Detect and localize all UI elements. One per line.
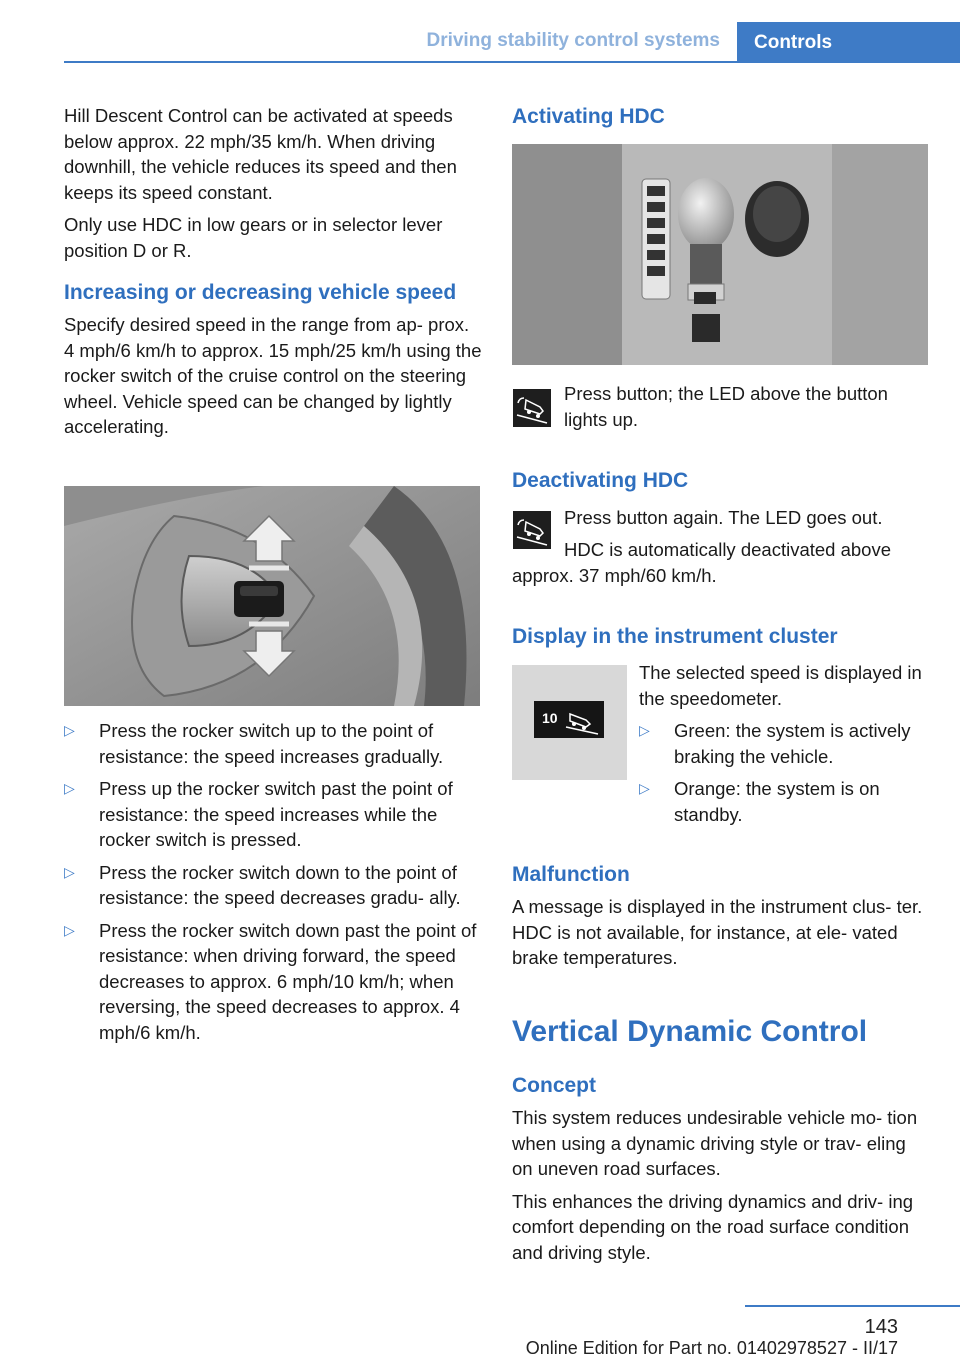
list-item: ▷ Press up the rocker switch past the point of resistance: the speed increases while the rocker switch is pressed. — [64, 778, 453, 850]
center-console-photo — [512, 144, 928, 365]
intro-paragraph: Hill Descent Control can be activated at speeds below approx. 22 mph/35 km/h. When driving downhill, the vehicle reduces its speed and then keeps its speed constant. — [64, 105, 457, 203]
running-header-tab: Controls — [737, 22, 960, 63]
cluster-indicator-panel — [534, 701, 604, 738]
footer-rule — [745, 1305, 960, 1307]
concept-paragraph-1: This system reduces undesirable vehicle mo‐ tion when using a dynamic driving style or trav‐ eling on uneven road surfaces. — [512, 1107, 918, 1179]
list-item: ▷ Press the rocker switch up to the point of resistance: the speed increases gradually. — [64, 720, 444, 767]
bullet-triangle-icon: ▷ — [639, 780, 650, 796]
left-bullet-list — [64, 718, 482, 1052]
page-number: 143 — [864, 1316, 898, 1338]
deactivate-instruction: Press button again. The LED goes out. — [564, 507, 883, 528]
bullet-triangle-icon: ▷ — [639, 722, 650, 738]
display-paragraph: The selected speed is displayed in the speedometer. — [639, 662, 922, 709]
list-item: ▷ Press the rocker switch down to the point of resistance: the speed decreases gradu‐ ally. — [64, 861, 461, 908]
activate-instruction: Press button; the LED above the button lights up. — [564, 383, 888, 430]
list-item: ▷ Green: the system is actively braking the vehicle. — [639, 720, 911, 767]
hdc-button-icon — [513, 389, 551, 427]
bullet-triangle-icon: ▷ — [64, 921, 75, 938]
console-illustration — [512, 144, 928, 365]
usage-paragraph: Only use HDC in low gears or in selector lever position D or R. — [64, 214, 443, 261]
heading-deactivating-hdc: Deactivating HDC — [512, 469, 689, 492]
hill-descent-icon — [513, 389, 551, 427]
rocker-switch-illustration — [64, 486, 480, 706]
heading-vertical-dynamic-control: Vertical Dynamic Control — [512, 1015, 868, 1048]
display-column — [639, 660, 929, 834]
header-rule — [64, 61, 960, 63]
bullet-triangle-icon: ▷ — [64, 863, 75, 880]
speed-number: 10 — [542, 710, 558, 726]
steering-wheel-photo — [64, 486, 480, 706]
list-item: ▷ Orange: the system is on standby. — [639, 778, 880, 825]
deactivate-auto-text: HDC is automatically deactivated above approx. 37 mph/60 km/h. — [512, 539, 891, 586]
list-item: ▷ Press the rocker switch down past the point of resistance: when driving forward, the speed decreases to approx. 6 mph/10 km/h; when reversing, the speed decreases to approx. 4 mph/6 km/h. — [64, 919, 477, 1043]
bullet-triangle-icon: ▷ — [64, 722, 75, 738]
footer-edition: Online Edition for Part no. 01402978527 - II/17 — [525, 1338, 898, 1358]
bullet-triangle-icon: ▷ — [64, 780, 75, 796]
malfunction-paragraph: A message is displayed in the instrument clus‐ ter. HDC is not available, for instance, at ele‐ vated brake temperatures. — [512, 896, 923, 968]
heading-speed: Increasing or decreasing vehicle speed — [64, 281, 457, 304]
hill-descent-icon — [564, 705, 602, 735]
concept-paragraph-2: This enhances the driving dynamics and driv‐ ing comfort depending on the road surface condition and driving style. — [512, 1190, 914, 1263]
cluster-display-image — [512, 665, 627, 780]
speed-paragraph: Specify desired speed in the range from ap‐ prox. 4 mph/6 km/h to approx. 15 mph/25 km/h using the rocker switch of the cruise control on the steering wheel. Vehicle speed can be changed by lightly accelerating. — [64, 314, 482, 437]
concept-column — [512, 1105, 930, 1272]
left-column-top — [64, 103, 482, 447]
running-header-section: Driving stability control systems — [426, 30, 720, 51]
heading-concept: Concept — [512, 1074, 596, 1097]
heading-malfunction: Malfunction — [512, 863, 630, 886]
heading-display: Display in the instrument cluster — [512, 625, 838, 648]
heading-activating-hdc: Activating HDC — [512, 105, 665, 128]
